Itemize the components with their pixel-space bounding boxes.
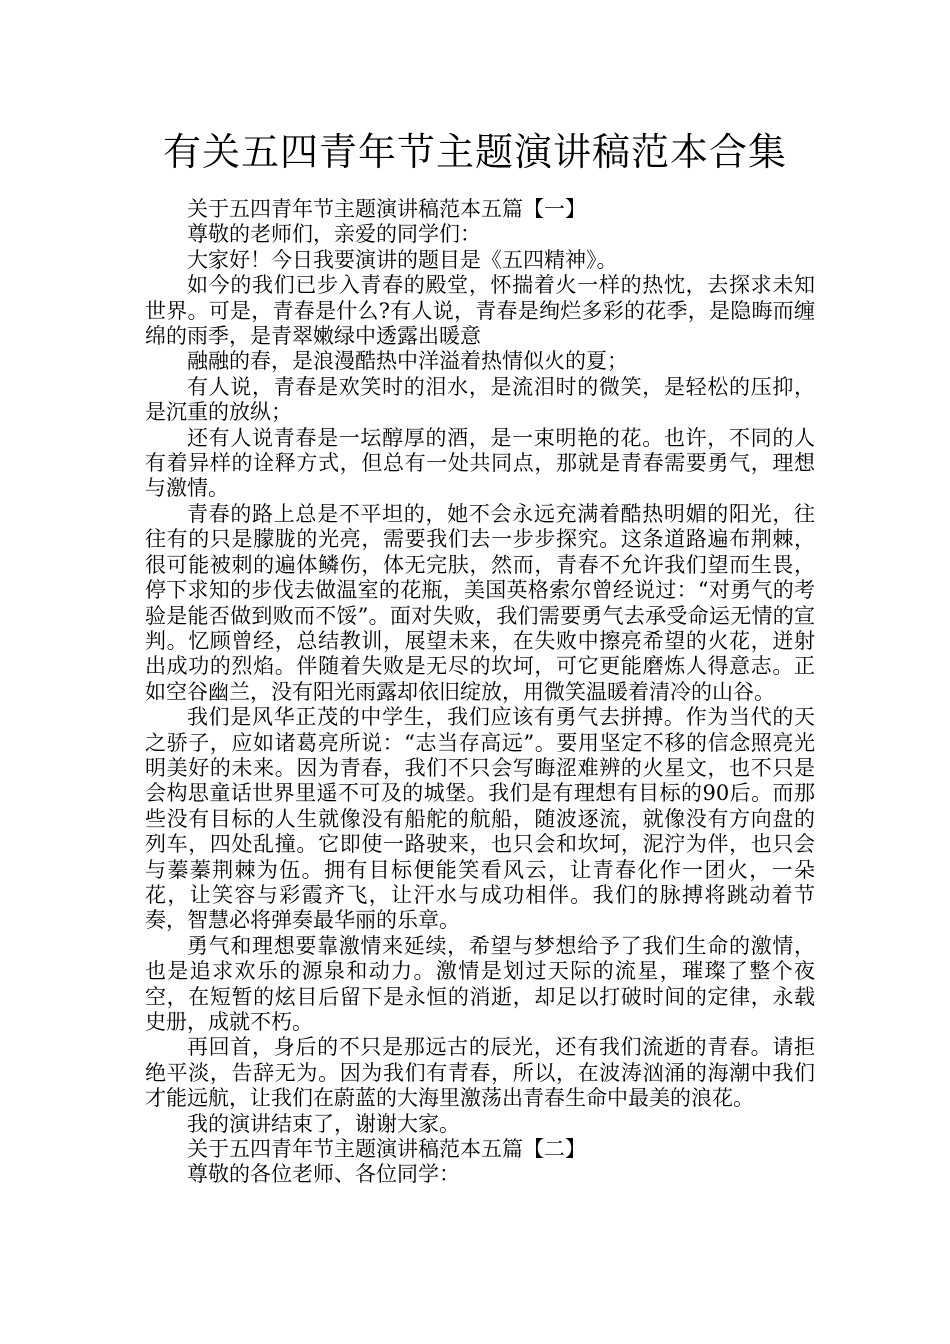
- paragraph: 大家好！今日我要演讲的题目是《五四精神》。: [187, 247, 618, 272]
- section-heading: 关于五四青年节主题演讲稿范本五篇【二】: [187, 1137, 586, 1162]
- salutation: 尊敬的老师们，亲爱的同学们：: [187, 222, 481, 247]
- salutation: 尊敬的各位老师、各位同学：: [187, 1162, 460, 1187]
- document-title: 有关五四青年节主题演讲稿范本合集: [162, 130, 787, 174]
- paragraph: 如今的我们已步入青春的殿堂，怀揣着火一样的热忱，去探求未知世界。可是，青春是什么?有人说，青春是绚烂多彩的花季，是隐晦而缠绵的雨季，是青翠嫩绿中透露出暖意: [145, 273, 815, 349]
- paragraph: 有人说，青春是欢笑时的泪水，是流泪时的微笑，是轻松的压抑，是沉重的放纵；: [145, 374, 815, 425]
- paragraph: 再回首，身后的不只是那远古的辰光，还有我们流逝的青春。请拒绝平淡，告辞无为。因为我们有青春，所以，在波涛汹涌的海潮中我们才能远航，让我们在蔚蓝的大海里激荡出青春生命中最美的浪花。: [145, 1035, 815, 1111]
- paragraph: 我们是风华正茂的中学生，我们应该有勇气去拼搏。作为当代的天之骄子，应如诸葛亮所说：“志当存高远”。要用坚定不移的信念照亮光明美好的未来。因为青春，我们不只会写晦涩难辨的火星文，也不只是会构思童话世界里遥不可及的城堡。我们是有理想有目标的90后。而那些没有目标的人生就像没有船舵的航船，随波逐流，就像没有方向盘的列车，四处乱撞。它即使一路驶来，也只会和坎坷，泥泞为伴，也只会与蓁蓁荆棘为伍。拥有目标便能笑看风云，让青春化作一团火，一朵花，让笑容与彩霞齐飞，让汗水与成功相伴。我们的脉搏将跳动着节奏，智慧必将弹奏最华丽的乐章。: [145, 705, 815, 933]
- paragraph: 青春的路上总是不平坦的，她不会永远充满着酷热明媚的阳光，往往有的只是朦胧的光亮，需要我们去一步步探究。这条道路遍布荆棘，很可能被刺的遍体鳞伤，体无完肤，然而，青春不允许我们望而生畏，停下求知的步伐去做温室的花瓶，美国英格索尔曾经说过：“对勇气的考验是能否做到败而不馁”。面对失败，我们需要勇气去承受命运无情的宣判。忆顾曾经，总结教训，展望未来，在失败中擦亮希望的火花，迸射出成功的烈焰。伴随着失败是无尽的坎坷，可它更能磨炼人得意志。正如空谷幽兰，没有阳光雨露却依旧绽放，用微笑温暖着清冷的山谷。: [145, 501, 815, 704]
- paragraph: 融融的春，是浪漫酷热中洋溢着热情似火的夏；: [187, 349, 628, 374]
- document-body: [145, 197, 815, 1188]
- closing: 我的演讲结束了，谢谢大家。: [187, 1111, 460, 1136]
- paragraph: 还有人说青春是一坛醇厚的酒，是一束明艳的花。也许，不同的人有着异样的诠释方式，但总有一处共同点，那就是青春需要勇气，理想与激情。: [145, 425, 815, 501]
- section-heading: 关于五四青年节主题演讲稿范本五篇【一】: [187, 197, 586, 221]
- paragraph: 勇气和理想要靠激情来延续，希望与梦想给予了我们生命的激情，也是追求欢乐的源泉和动力。激情是划过天际的流星，璀璨了整个夜空，在短暂的炫目后留下是永恒的消逝，却足以打破时间的定律，永载史册，成就不朽。: [145, 933, 815, 1034]
